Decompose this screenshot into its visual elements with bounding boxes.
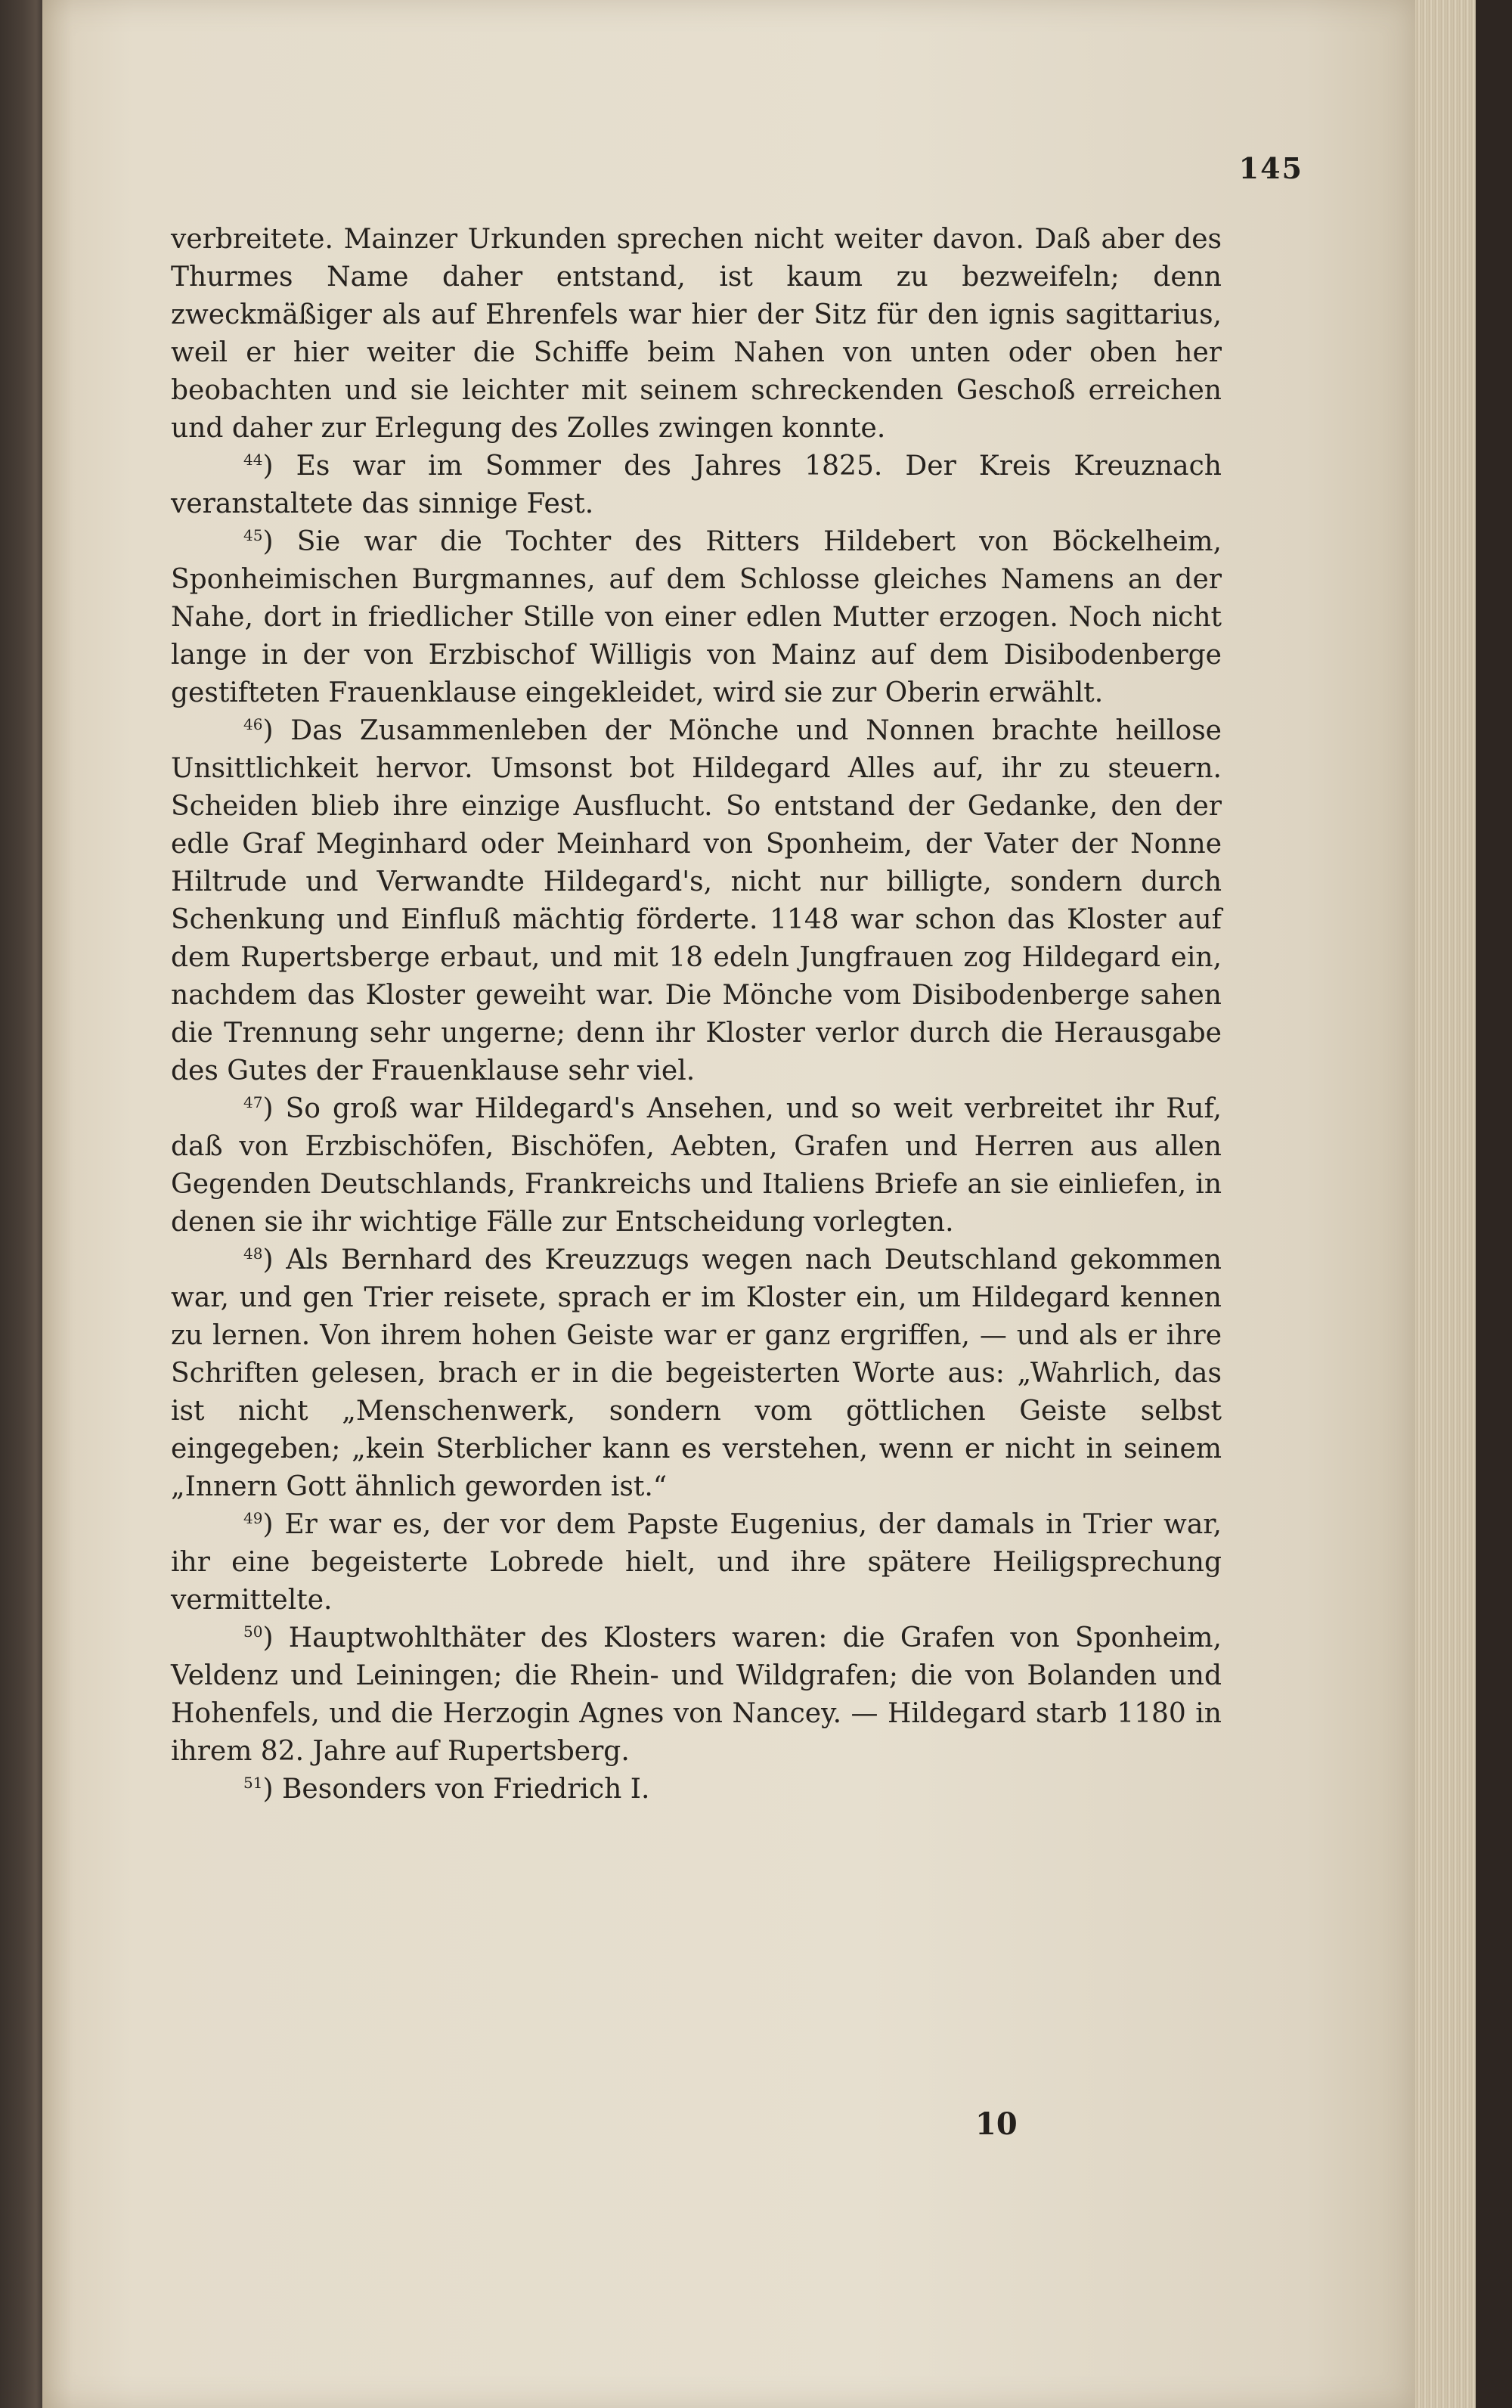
signature-mark: 10 <box>975 2106 1018 2142</box>
footnote-49: $^{49}$) Er war es, der vor dem Papste Eugenius, der damals in Trier war, ihr eine begeisterte Lobrede hielt, und ihre spätere Heiligsprechung vermittelte. <box>171 1509 1222 1616</box>
footnote-text: Hauptwohlthäter des Klosters waren: die Grafen von Sponheim, Veldenz und Leiningen; die Rhein- und Wildgrafen; die von Bolanden und Hohenfels, und die Herzogin Agnes von Nancey. — Hildegard starb 1180 in ihrem 82. Jahre auf Rupertsberg. <box>171 1622 1222 1767</box>
footnote-text: So groß war Hildegard's Ansehen, und so weit verbreitet ihr Ruf, daß von Erzbischöfen, Bischöfen, Aebten, Grafen und Herren aus allen Gegenden Deutschlands, Frankreichs und Italiens Briefe an sie einliefen, in denen sie ihr wichtige Fälle zur Entscheidung vorlegten. <box>171 1093 1222 1238</box>
footnotes-text <box>171 221 1222 1808</box>
footnote-44: $^{44}$) Es war im Sommer des Jahres 1825. Der Kreis Kreuznach veranstaltete das sinnige Fest. <box>171 451 1222 519</box>
footnote-text: Es war im Sommer des Jahres 1825. Der Kreis Kreuznach veranstaltete das sinnige Fest. <box>171 451 1222 519</box>
footnote-marker: 49 <box>243 1509 263 1527</box>
footnote-text: Sie war die Tochter des Ritters Hildebert von Böckelheim, Sponheimischen Burgmannes, auf dem Schlosse gleiches Namens an der Nahe, dort in friedlicher Stille von einer edlen Mutter erzogen. Noch nicht lange in der von Erzbischof Willigis von Mainz auf dem Disibodenberge gestifteten Frauenklause eingekleidet, wird sie zur Oberin erwählt. <box>171 526 1222 708</box>
paragraph-text: verbreitete. Mainzer Urkunden sprechen nicht weiter davon. Daß aber des Thurmes Name daher entstand, ist kaum zu bezweifeln; denn zweckmäßiger als auf Ehrenfels war hier der Sitz für den ignis sagittarius, weil er hier weiter die Schiffe beim Nahen von unten oder oben her beobachten und sie leichter mit seinem schreckenden Geschoß erreichen und daher zur Erlegung des Zolles zwingen konnte. <box>171 224 1222 444</box>
book-cover-edge <box>1476 0 1512 2408</box>
footnote-text: Das Zusammenleben der Mönche und Nonnen brachte heillose Unsittlichkeit hervor. Umsonst bot Hildegard Alles auf, ihr zu steuern. Scheiden blieb ihre einzige Ausflucht. So entstand der Gedanke, den der edle Graf Meginhard oder Meinhard von Sponheim, der Vater der Nonne Hiltrude und Verwandte Hildegard's, nicht nur billigte, sondern durch Schenkung und Einfluß mächtig förderte. 1148 war schon das Kloster auf dem Rupertsberge erbaut, und mit 18 edeln Jungfrauen zog Hildegard ein, nachdem das Kloster geweiht war. Die Mönche vom Disibodenberge sahen die Trennung sehr ungerne; denn ihr Kloster verlor durch die Herausgabe des Gutes der Frauenklause sehr viel. <box>171 715 1222 1086</box>
footnote-marker: 47 <box>243 1093 263 1111</box>
footnote-text: Er war es, der vor dem Papste Eugenius, der damals in Trier war, ihr eine begeisterte Lobrede hielt, und ihre spätere Heiligsprechung vermittelte. <box>171 1509 1222 1616</box>
footnote-46: $^{46}$) Das Zusammenleben der Mönche und Nonnen brachte heillose Unsittlichkeit hervor. Umsonst bot Hildegard Alles auf, ihr zu steuern. Scheiden blieb ihre einzige Ausflucht. So entstand der Gedanke, den der edle Graf Meginhard oder Meinhard von Sponheim, der Vater der Nonne Hiltrude und Verwandte Hildegard's, nicht nur billigte, sondern durch Schenkung und Einfluß mächtig förderte. 1148 war schon das Kloster auf dem Rupertsberge erbaut, und mit 18 edeln Jungfrauen zog Hildegard ein, nachdem das Kloster geweiht war. Die Mönche vom Disibodenberge sahen die Trennung sehr ungerne; denn ihr Kloster verlor durch die Herausgabe des Gutes der Frauenklause sehr viel. <box>171 715 1222 1086</box>
footnote-marker: 46 <box>243 715 263 733</box>
footnote-text: Besonders von Friedrich I. <box>281 1774 650 1805</box>
footnote-45: $^{45}$) Sie war die Tochter des Ritters Hildebert von Böckelheim, Sponheimischen Burgmannes, auf dem Schlosse gleiches Namens an der Nahe, dort in friedlicher Stille von einer edlen Mutter erzogen. Noch nicht lange in der von Erzbischof Willigis von Mainz auf dem Disibodenberge gestifteten Frauenklause eingekleidet, wird sie zur Oberin erwählt. <box>171 526 1222 708</box>
paragraph-continuation <box>171 221 1222 448</box>
footnote-marker: 51 <box>243 1774 263 1792</box>
footnote-marker: 50 <box>243 1622 263 1641</box>
footnote-marker: 45 <box>243 526 263 544</box>
footnote-marker: 48 <box>243 1244 263 1263</box>
footnote-text: Als Bernhard des Kreuzzugs wegen nach Deutschland gekommen war, und gen Trier reisete, sprach er im Kloster ein, um Hildegard kennen zu lernen. Von ihrem hohen Geiste war er ganz ergriffen, — und als er ihre Schriften gelesen, brach er in die begeisterten Worte aus: „Wahrlich, das ist nicht „Menschenwerk, sondern vom göttlichen Geiste selbst eingegeben; „kein Sterblicher kann es verstehen, wenn er nicht in seinem „Innern Gott ähnlich geworden ist.“ <box>171 1244 1222 1502</box>
footnote-47: $^{47}$) So groß war Hildegard's Ansehen, und so weit verbreitet ihr Ruf, daß von Erzbischöfen, Bischöfen, Aebten, Grafen und Herren aus allen Gegenden Deutschlands, Frankreichs und Italiens Briefe an sie einliefen, in denen sie ihr wichtige Fälle zur Entscheidung vorlegten. <box>171 1093 1222 1238</box>
footnote-marker: 44 <box>243 451 263 469</box>
footnote-50: $^{50}$) Hauptwohlthäter des Klosters waren: die Grafen von Sponheim, Veldenz und Leiningen; die Rhein- und Wildgrafen; die von Bolanden und Hohenfels, und die Herzogin Agnes von Nancey. — Hildegard starb 1180 in ihrem 82. Jahre auf Rupertsberg. <box>171 1622 1222 1767</box>
footnote-51: $^{51}$) Besonders von Friedrich I. <box>243 1774 650 1805</box>
page-edges <box>1415 0 1476 2408</box>
footnote-48: $^{48}$) Als Bernhard des Kreuzzugs wegen nach Deutschland gekommen war, und gen Trier reisete, sprach er im Kloster ein, um Hildegard kennen zu lernen. Von ihrem hohen Geiste war er ganz ergriffen, — und als er ihre Schriften gelesen, brach er in die begeisterten Worte aus: „Wahrlich, das ist nicht „Menschenwerk, sondern vom göttlichen Geiste selbst eingegeben; „kein Sterblicher kann es verstehen, wenn er nicht in seinem „Innern Gott ähnlich geworden ist.“ <box>171 1244 1222 1502</box>
page-number: 145 <box>1238 151 1303 185</box>
